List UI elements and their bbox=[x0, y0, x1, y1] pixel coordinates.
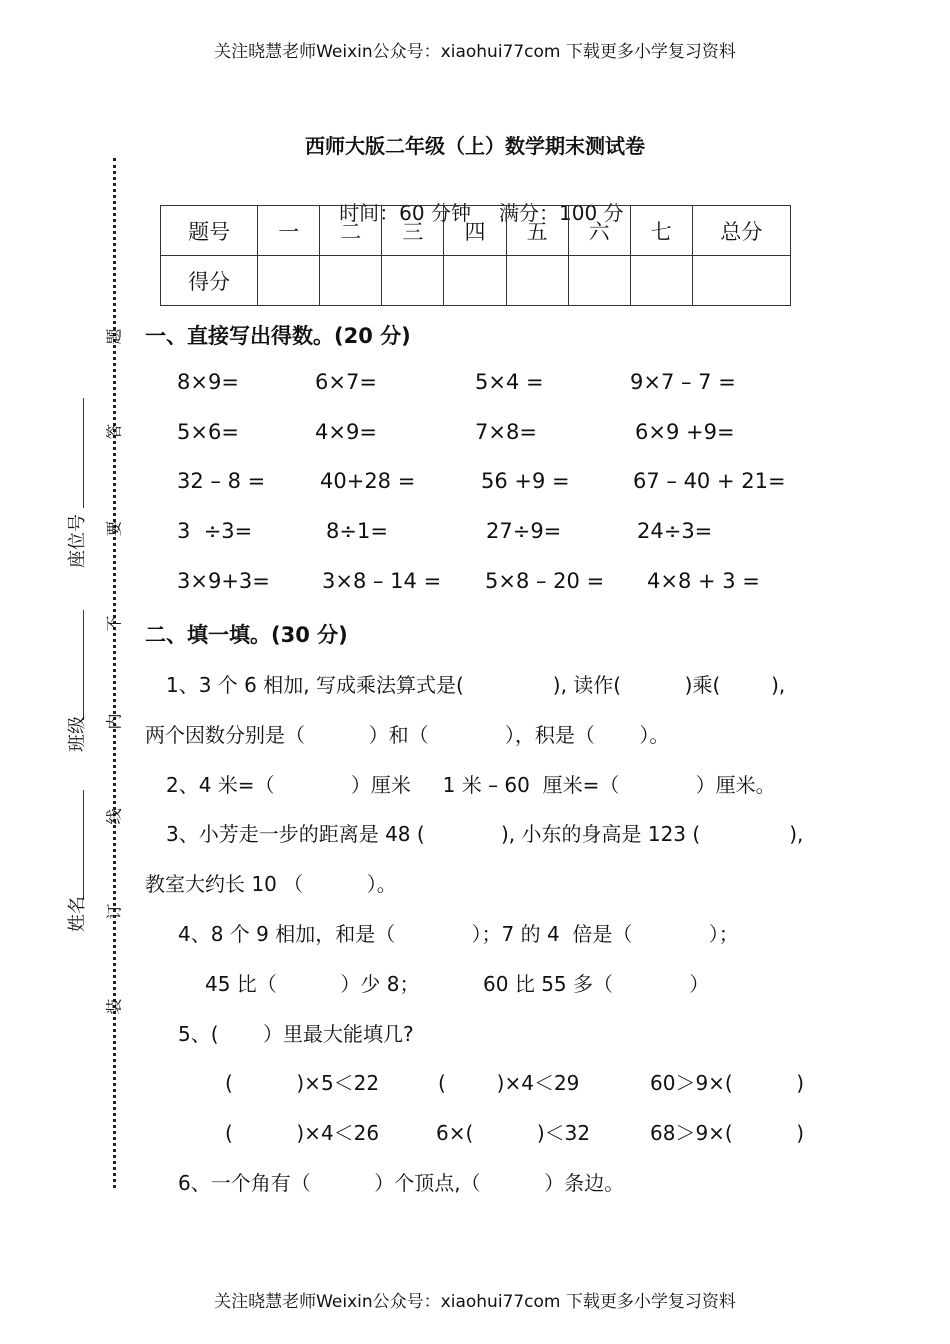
calc-item: 5×6= bbox=[177, 420, 239, 444]
class-label: 班级 bbox=[67, 716, 88, 752]
binding-char: 内 bbox=[104, 713, 124, 730]
section1-title: 一、直接写出得数。(20 分) bbox=[145, 324, 411, 348]
calc-item: 5×4 = bbox=[475, 370, 544, 394]
score-cell bbox=[506, 256, 568, 306]
table-header-cell: 总分 bbox=[692, 206, 790, 256]
score-cell bbox=[692, 256, 790, 306]
page-footer: 关注晓慧老师Weixin公众号：xiaohui77com 下载更多小学复习资料 bbox=[214, 1292, 736, 1312]
score-cell bbox=[320, 256, 382, 306]
question-5: 5、( ）里最大能填几? bbox=[178, 1022, 414, 1046]
section2-title: 二、填一填。(30 分) bbox=[145, 623, 348, 647]
calc-item: 27÷9= bbox=[486, 519, 562, 543]
inequality-item: ( )×4＜29 bbox=[438, 1071, 580, 1095]
table-header-cell: 四 bbox=[444, 206, 506, 256]
question-3-line-2: 教室大约长 10 （ ）。 bbox=[145, 872, 397, 896]
binding-char: 订 bbox=[104, 903, 124, 920]
score-cell bbox=[382, 256, 444, 306]
binding-char: 题 bbox=[104, 328, 124, 345]
calc-item: 8×9= bbox=[177, 370, 239, 394]
table-header-cell: 六 bbox=[568, 206, 630, 256]
binding-char: 线 bbox=[104, 808, 124, 825]
score-cell bbox=[568, 256, 630, 306]
table-header-cell: 一 bbox=[258, 206, 320, 256]
binding-char: 装 bbox=[104, 998, 124, 1015]
table-header-cell: 题号 bbox=[161, 206, 258, 256]
binding-char: 要 bbox=[104, 520, 124, 537]
inequality-item: ( )×5＜22 bbox=[225, 1071, 380, 1095]
seat-number-label: 座位号 bbox=[67, 514, 88, 568]
score-cell bbox=[630, 256, 692, 306]
page-header: 关注晓慧老师Weixin公众号：xiaohui77com 下载更多小学复习资料 bbox=[214, 42, 736, 62]
inequality-item: 60＞9×( ) bbox=[650, 1071, 805, 1095]
name-blank bbox=[83, 790, 84, 900]
table-header-cell: 五 bbox=[506, 206, 568, 256]
calc-item: 24÷3= bbox=[637, 519, 713, 543]
inequality-item: 68＞9×( ) bbox=[650, 1121, 805, 1145]
calc-item: 6×9 +9= bbox=[635, 420, 735, 444]
calc-item: 4×9= bbox=[315, 420, 377, 444]
table-header-cell: 七 bbox=[630, 206, 692, 256]
score-table-score-row bbox=[161, 256, 791, 306]
calc-item: 5×8 – 20 = bbox=[485, 569, 605, 593]
table-header-cell: 三 bbox=[382, 206, 444, 256]
exam-time: 时间：60 分钟 bbox=[339, 201, 471, 225]
calc-item: 3×9+3= bbox=[177, 569, 270, 593]
binding-char: 答 bbox=[104, 423, 124, 440]
question-4-line-1: 4、8 个 9 相加，和是（ ）；7 的 4 倍是（ ）； bbox=[178, 922, 739, 946]
binding-dotted-line bbox=[113, 158, 116, 1188]
score-cell bbox=[258, 256, 320, 306]
calc-item: 67 – 40 + 21= bbox=[633, 469, 786, 493]
calc-item: 3 ÷3= bbox=[177, 519, 253, 543]
page-title: 西师大版二年级（上）数学期末测试卷 bbox=[305, 134, 645, 158]
calc-item: 40+28 = bbox=[320, 469, 416, 493]
calc-item: 7×8= bbox=[475, 420, 537, 444]
score-table-header-row bbox=[161, 206, 791, 256]
exam-full-score: 满分：100 分 bbox=[499, 201, 624, 225]
score-row-label: 得分 bbox=[161, 256, 258, 306]
name-label: 姓名 bbox=[67, 896, 88, 932]
question-2: 2、4 米=（ ）厘米 1 米 – 60 厘米=（ ）厘米。 bbox=[166, 773, 776, 797]
calc-item: 3×8 – 14 = bbox=[322, 569, 442, 593]
score-table bbox=[160, 205, 791, 306]
score-cell bbox=[444, 256, 506, 306]
question-6: 6、一个角有（ ）个顶点,（ ）条边。 bbox=[178, 1171, 625, 1195]
question-1-line-2: 两个因数分别是（ ）和（ ），积是（ ）。 bbox=[145, 723, 670, 747]
calc-item: 6×7= bbox=[315, 370, 377, 394]
binding-char: 不 bbox=[104, 615, 124, 632]
seat-number-blank bbox=[83, 398, 84, 508]
calc-item: 32 – 8 = bbox=[177, 469, 266, 493]
calc-item: 9×7 – 7 = bbox=[630, 370, 736, 394]
class-blank bbox=[83, 610, 84, 720]
inequality-item: ( )×4＜26 bbox=[225, 1121, 380, 1145]
question-1-line-1: 1、3 个 6 相加, 写成乘法算式是( ), 读作( )乘( ), bbox=[166, 673, 786, 697]
question-4-line-2: 45 比（ ）少 8； 60 比 55 多（ ） bbox=[205, 972, 710, 996]
question-3-line-1: 3、小芳走一步的距离是 48 ( ), 小东的身高是 123 ( ), bbox=[166, 822, 804, 846]
table-header-cell: 二 bbox=[320, 206, 382, 256]
calc-item: 4×8 + 3 = bbox=[647, 569, 760, 593]
calc-item: 56 +9 = bbox=[481, 469, 570, 493]
inequality-item: 6×( )＜32 bbox=[436, 1121, 591, 1145]
calc-item: 8÷1= bbox=[326, 519, 388, 543]
